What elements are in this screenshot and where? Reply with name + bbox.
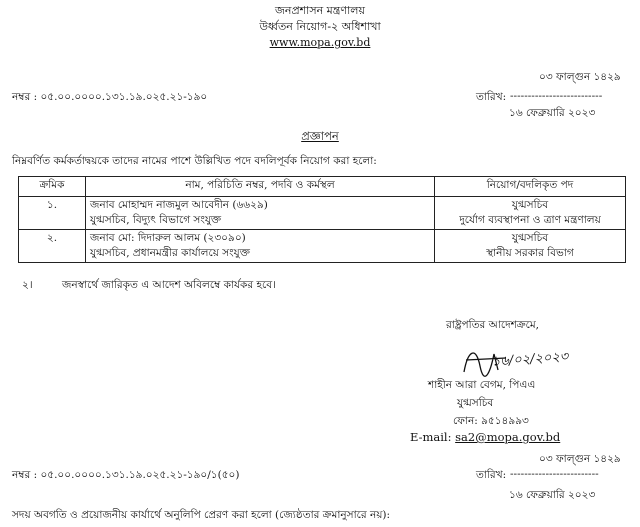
copy-date-label: তারিখ: [476, 469, 507, 481]
header-name: নাম, পরিচিতি নম্বর, পদবি ও কর্মস্থল [86, 177, 435, 197]
officer-current-post: যুগ্মসচিব, প্রধানমন্ত্রীর কার্যালয়ে সংযুক্ত [90, 247, 250, 259]
ministry-name: জনপ্রশাসন মন্ত্রণালয় [275, 4, 365, 17]
signature-date: ১৬/০২/২০২৩ [491, 349, 569, 370]
email-label: E-mail: [410, 430, 456, 444]
memo-date-bengali: ০৩ ফাল্গুন ১৪২৯ [539, 71, 621, 83]
copy-date-bengali: ০৩ ফাল্গুন ১৪২৯ [539, 453, 621, 465]
order-line: রাষ্ট্রপতির আদেশক্রমে, [446, 319, 539, 331]
row-officer [86, 230, 435, 263]
memo-date-gregorian: ১৬ ফেব্রুয়ারি ২০২৩ [509, 107, 596, 119]
officer-current-post: যুগ্মসচিব, বিদ্যুৎ বিভাগে সংযুক্ত [90, 214, 222, 226]
document-title: প্রজ্ঞাপন [301, 129, 339, 143]
new-post-office: দুর্যোগ ব্যবস্থাপনা ও ত্রাণ মন্ত্রণালয় [459, 214, 601, 226]
officer-name: জনাব মোহাম্মদ নাজমুল আবেদীন (৬৬২৯) [90, 199, 268, 211]
memo-date-label: তারিখ: [476, 91, 507, 103]
signatory-designation: যুগ্মসচিব [457, 397, 494, 409]
signatory-phone: ফোন: ৯৫১৪৯৯৩ [453, 415, 529, 427]
row-new-post [435, 197, 626, 230]
para2-text: জনস্বার্থে জারিকৃত এ আদেশ অবিলম্বে কার্যকর হবে। [62, 279, 276, 291]
row-serial: ২. [19, 230, 86, 263]
new-post-title: যুগ্মসচিব [511, 232, 549, 244]
transfer-table [18, 176, 626, 263]
table-row [19, 197, 626, 230]
new-post-office: স্থানীয় সরকার বিভাগ [486, 247, 574, 259]
memo-number: নম্বর : ০৫.০০.০০০০.১৩১.১৯.০২৫.২১-১৯০ [12, 91, 208, 103]
new-post-title: যুগ্মসচিব [511, 199, 549, 211]
website-link[interactable]: www.mopa.gov.bd [269, 36, 371, 49]
copy-memo-number: নম্বর : ০৫.০০.০০০০.১৩১.১৯.০২৫.২১-১৯০/১(৫০) [12, 469, 240, 481]
row-new-post [435, 230, 626, 263]
table-row [19, 230, 626, 263]
copy-date-gregorian: ১৬ ফেব্রুয়ারি ২০২৩ [509, 489, 596, 501]
copy-date-dots: ------------------------- [510, 468, 599, 480]
officer-name: জনাব মো: দিদারুল আলম (২৩০৯০) [90, 232, 246, 244]
para2-number: ২। [22, 279, 33, 291]
header-serial: ক্রমিক [19, 177, 86, 197]
email-link[interactable]: sa2@mopa.gov.bd [455, 430, 561, 444]
row-officer [86, 197, 435, 230]
intro-text: নিম্নবর্ণিত কর্মকর্তাদ্বয়কে তাদের নামের পাশে উল্লিখিত পদে বদলিপূর্বক নিয়োগ করা হলো: [12, 155, 377, 167]
division-name: উর্ধ্বতন নিয়োগ-২ অধিশাখা [259, 20, 381, 33]
signatory-name: শাহীন আরা বেগম, পিএএ [428, 379, 536, 391]
memo-date-dots: -------------------------- [510, 90, 603, 102]
table-header-row [19, 177, 626, 197]
header-post: নিয়োগ/বদলিকৃত পদ [435, 177, 626, 197]
row-serial: ১. [19, 197, 86, 230]
signatory-email [410, 430, 560, 444]
distribution-text: সদয় অবগতি ও প্রয়োজনীয় কার্যার্থে অনুলিপি প্রেরণ করা হলো (জ্যেষ্ঠতার ক্রমানুসারে নয়): [12, 509, 391, 521]
